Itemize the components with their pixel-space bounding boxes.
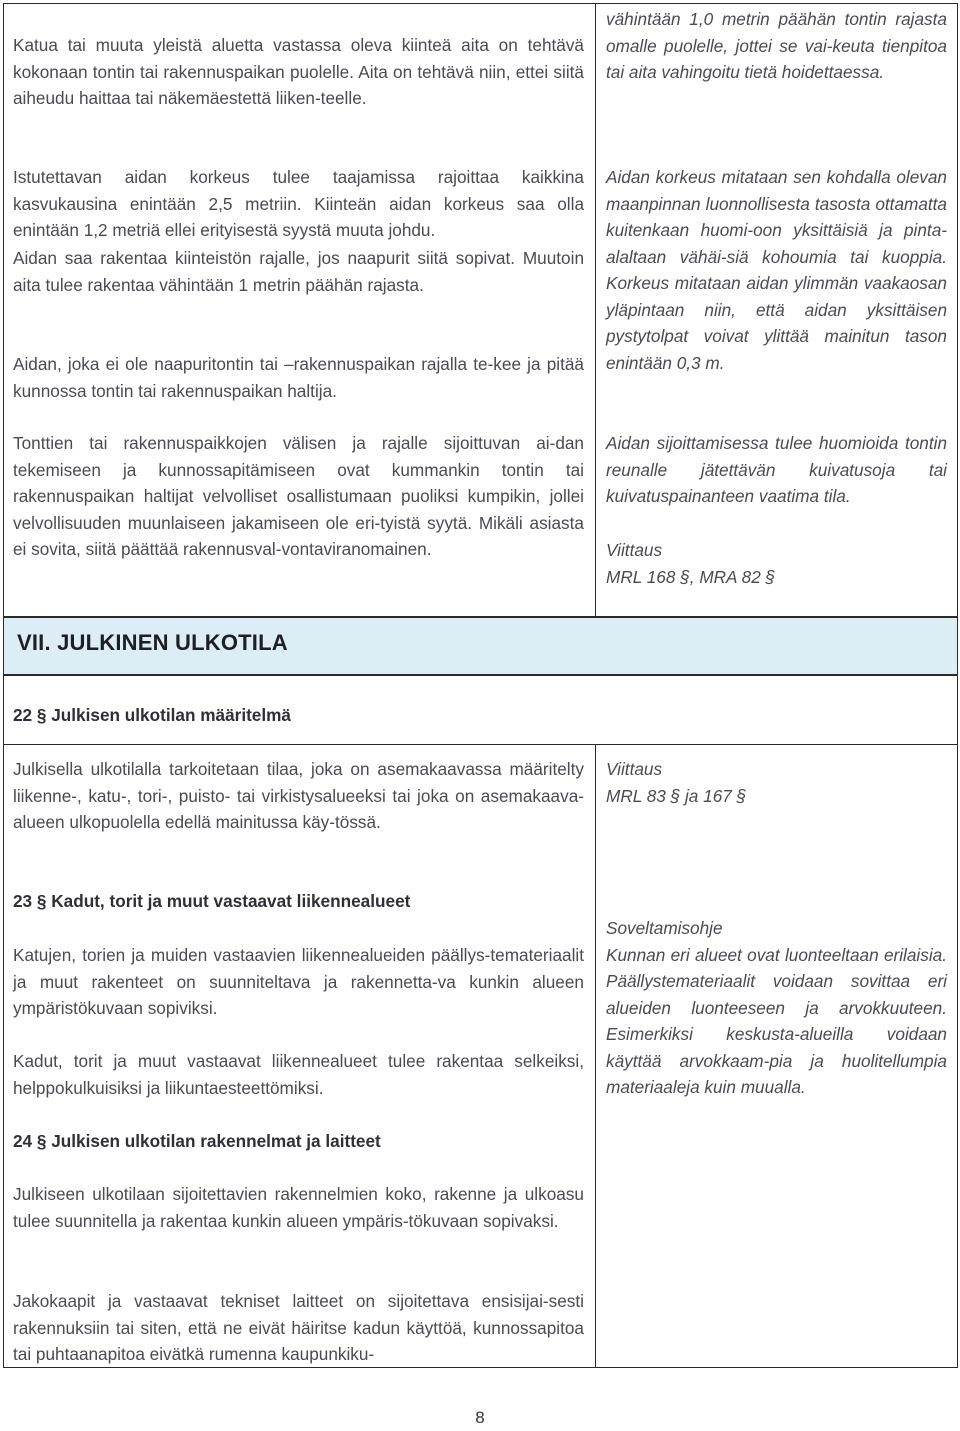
top-right-paragraph-1: vähintään 1,0 metrin päähän tontin rajasta omalle puolelle, jottei se vai-keuta tienpitoa tai aita vahingoitu tietä hoidettaessa. [606,9,947,82]
bottom-table-vertical-divider [595,744,596,1368]
heading-24: 24 § Julkisen ulkotilan rakennelmat ja laitteet [13,1131,381,1151]
reference-22: Viittaus MRL 83 § ja 167 § [606,759,747,806]
heading-23: 23 § Kadut, torit ja muut vastaavat liikennealueet [13,891,411,911]
page-number: 8 [475,1408,485,1427]
section-title: VII. JULKINEN ULKOTILA [17,630,288,655]
paragraph-22: Julkisella ulkotilalla tarkoitetaan tilaa, joka on asemakaavassa määritelty liikenne-, katu-, tori-, puisto- tai virkistysalueeksi tai joka on asemakaava-alueen ulkopuolella edellä mainitussa käy-tössä. [13,759,584,832]
top-left-paragraph-4: Aidan, joka ei ole naapuritontin tai –rakennuspaikan rajalla te-kee ja pitää kunnossa tontin tai rakennuspaikan haltija. [13,354,584,401]
section-header [3,617,958,675]
application-note-23: Soveltamisohje Kunnan eri alueet ovat luonteeltaan erilaisia. Päällystemateriaalit voidaan sovittaa eri alueiden luonteeseen ja arvokkuuteen. Esimerkiksi keskusta-alueilla voidaan käyttää arvokkaam-pia ja huolitellumpia materiaaleja kuin muualla. [606,918,947,1097]
top-left-paragraph-2: Istutettavan aidan korkeus tulee taajamissa rajoittaa kaikkina kasvukausina enintään 2,5 metriin. Kiinteän aidan korkeus saa olla enintään 1,2 metriä ellei erityisestä syystä muuta johdu. [13,167,584,240]
top-table-divider [595,3,596,617]
bottom-table-horizontal-divider [3,744,958,745]
paragraph-24a: Julkiseen ulkotilaan sijoitettavien rakennelmien koko, rakenne ja ulkoasu tulee suunnitella ja rakentaa kunkin alueen ympäris-tökuvaan sopivaksi. [13,1184,584,1231]
top-left-paragraph-5: Tonttien tai rakennuspaikkojen välisen ja rajalle sijoittuvan ai-dan tekemiseen ja kunnossapitämiseen ovat kummankin tontin tai rakennuspaikan haltijat velvolliset osallistumaan puoliksi kumpikin, jollei velvollisuuden muunlaiseen jakamiseen ole eri-tyistä syytä. Mikäli asiasta ei sovita, siitä päättää rakennusval-vontaviranomainen. [13,433,584,559]
paragraph-24b: Jakokaapit ja vastaavat tekniset laitteet on sijoitettava ensisijai-sesti rakennuksiin tai siten, että ne eivät häiritse kadun käyttöä, kunnossapitoa tai puhtaanapitoa eivätkä rumenna kaupunkiku- [13,1291,584,1364]
paragraph-23a: Katujen, torien ja muiden vastaavien liikennealueiden päällys-temateriaalit ja muut rakenteet on suunniteltava ja rakennetta-va kunkin alueen ympäristökuvaan sopiviksi. [13,945,584,1018]
top-right-paragraph-3: Aidan sijoittamisessa tulee huomioida tontin reunalle jätettävän kuivatusoja tai kuivatuspainanteen vaatima tila. [606,433,947,506]
top-left-paragraph-1: Katua tai muuta yleistä aluetta vastassa oleva kiinteä aita on tehtävä kokonaan tontin tai rakennuspaikan puolelle. Aita on tehtävä niin, ettei siitä aiheudu haittaa tai näkemäestettä liiken-teelle. [13,35,584,108]
heading-22: 22 § Julkisen ulkotilan määritelmä [13,705,291,725]
top-right-reference: Viittaus MRL 168 §, MRA 82 § [606,540,776,587]
paragraph-23b: Kadut, torit ja muut vastaavat liikennealueet tulee rakentaa selkeiksi, helppokulkuisiksi ja liikuntaesteettömiksi. [13,1051,584,1098]
top-left-paragraph-3: Aidan saa rakentaa kiinteistön rajalle, jos naapurit siitä sopivat. Muutoin aita tulee rakentaa vähintään 1 metrin päähän rajasta. [13,248,584,295]
top-right-paragraph-2: Aidan korkeus mitataan sen kohdalla olevan maanpinnan luonnollisesta tasosta ottamatta kuitenkaan huomi-oon yksittäisiä ja pinta-alaltaan vähäi-siä kohoumia tai kuoppia. Korkeus mitataan aidan ylimmän vaakaosan yläpintaan niin, että aidan yksittäisen pystytolpat voivat ylittää mainitun tason enintään 0,3 m. [606,167,947,373]
